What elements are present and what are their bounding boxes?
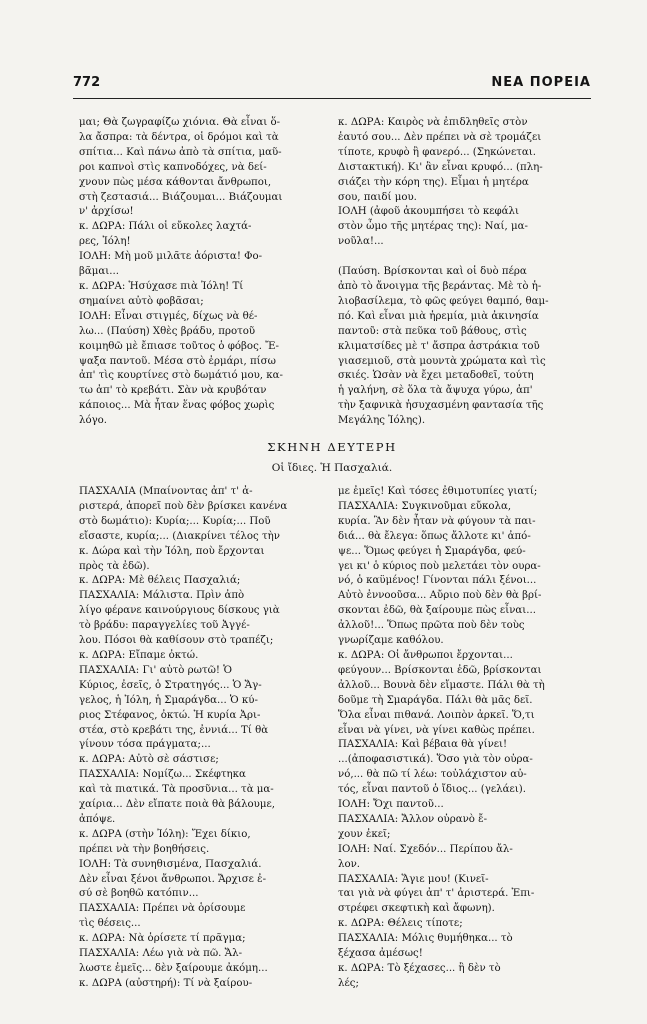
text-line: νό, ὁ καϋμένος! Γίνονται πάλι ξένοι... [338,575,537,587]
text-line: ται γιὰ νὰ φύγει ἀπ' τ' ἀριστερά. Ἐπι- [338,888,535,900]
text-line: σκονται ἐδῶ, θὰ ξαίρουμε πὼς εἶναι... [338,605,536,617]
text-line: λιοβασίλεμα, τὸ φῶς φεύγει θαμπό, θαμ- [338,295,549,307]
column-bottom-right [338,485,596,992]
text-line: ψαξα παντοῦ. Μέσα στὸ ἐρμάρι, πίσω [79,355,276,367]
text-line: πρὸς τὰ ἐδῶ). [79,560,150,572]
text-line: ἀλλοῦ!... Ὅπως πρῶτα ποὺ δὲν τοὺς [338,620,525,632]
text-line: λω... (Παύση) Χθὲς βράδυ, προτοῦ [79,325,256,337]
text-line: σπίτια... Καὶ πάνω ἀπὸ τὰ σπίτια, μαῦ- [79,146,282,158]
scene-title: ΣΚΗΝΗ ΔΕΥΤΕΡΗ [267,440,397,454]
text-line: ΙΟΛΗ (ἀφοῦ ἀκουμπήσει τὸ κεφάλι [338,206,519,218]
text-line: γνωρίζαμε καθόλου. [338,635,444,647]
text-line: ΠΑΣΧΑΛΙΑ: Συγκινοῦμαι εὔκολα, [338,500,512,512]
text-line: τὴν ξαφνικὰ ἡσυχασμένη φαντασία τῆς [338,400,544,412]
text-line: κ. ΔΩΡΑ: Εἴπαμε ὀκτώ. [79,649,199,661]
text-line: γιασεμιοῦ, στὰ μουντὰ χρώματα καὶ τὶς [338,355,546,367]
text-line: τός, εἶναι παντοῦ ὁ ἴδιος... (γελάει). [338,784,526,796]
text-line: Αὐτὸ ἐννοοῦσα... Αὔριο ποὺ δὲν θὰ βρί- [338,590,542,602]
text-line: ΠΑΣΧΑΛΙΑ: Ἄλλον οὐρανὸ ἔ- [338,813,488,825]
text-line: Διστακτική). Κι' ἂν εἶναι κρυφό... (πλη- [338,161,543,173]
text-line: λον. [338,858,361,870]
text-line: πρέπει νὰ τὴν βοηθήσεις. [79,843,210,855]
text-line: λές; [338,977,359,989]
text-line: γελος, ἡ Ἰόλη, ἡ Σμαράγδα... Ὁ κύ- [79,694,258,706]
text-line: κλιματσίδες μὲ τ' ἄσπρα ἀστράκια τοῦ [338,340,540,352]
text-line: κ. ΔΩΡΑ: Καιρὸς νὰ ἐπιδληθεῖς στὸν [338,117,528,128]
text-line: ΙΟΛΗ: Ναί. Σχεδόν... Περίπου ἄλ- [338,843,513,855]
text-line: ΠΑΣΧΑΛΙΑ (Μπαίνοντας ἀπ' τ' ἀ- [79,486,253,497]
text-line: ν' ἀρχίσω! [79,206,134,218]
text-line: λίγο φέρανε καινούργιους δίσκους γιὰ [79,605,280,617]
text-line: Μεγάλης Ἰόλης). [338,415,426,427]
text-line: κ. ΔΩΡΑ (στὴν Ἰόλη): Ἔχει δίκιο, [79,828,251,840]
text-line: χουν ἐκεῖ; [338,828,391,840]
text-line: σημαίνει αὐτὸ φοβᾶσαι; [79,295,204,307]
header-rule [73,98,591,99]
running-title: ΝΕΑ ΠΟΡΕΙΑ [491,75,591,90]
text-line: ριστερά, ἀπορεῖ ποὺ δὲν βρίσκει κανένα [79,500,288,512]
text-line: ἀπόψε. [79,813,116,825]
text-line: ΠΑΣΧΑΛΙΑ: Γι' αὐτὸ ρωτῶ! Ὁ [79,664,232,676]
text-line: στέα, στὸ κρεβάτι της, ἐννιά... Τί θὰ [79,724,269,736]
text-line: ΠΑΣΧΑΛΙΑ: Νομίζω... Σκέφτηκα [79,769,246,781]
text-line: τὶς θέσεις... [79,918,141,930]
text-line: κοιμηθῶ μὲ ἔπιασε τοῦτος ὁ φόβος. Ἔ- [79,340,279,352]
text-line: κ. ΔΩΡΑ: Πάλι οἱ εὔκολες λαχτά- [79,221,252,233]
text-line: σύ σὲ βοηθῶ κατόπιν... [79,888,199,900]
text-line: χαίρια... Δὲν εἴπατε ποιὰ θὰ βάλουμε, [79,799,275,811]
text-line: λόγο. [79,415,108,427]
text-line: Κύριος, ἐσεῖς, ὁ Στρατηγός... Ὁ Ἄγ- [79,679,262,691]
text-line: ΙΟΛΗ: Τὰ συνηθισμένα, Πασχαλιά. [79,858,262,870]
text-line: κ. ΔΩΡΑ (αὐστηρή): Τί νὰ ξαίρου- [79,977,253,989]
text-line: γίνουν τόσα πράγματα;... [79,739,211,751]
text-line: ΙΟΛΗ: Εἶναι στιγμές, δίχως νὰ θέ- [79,310,258,322]
text-line: κυρία. Ἂν δὲν ἦταν νὰ φύγουν τὰ παι- [338,515,536,527]
page-header [73,75,591,95]
text-line: ΙΟΛΗ: Ὄχι παντοῦ... [338,799,444,811]
text-line: ΠΑΣΧΑΛΙΑ: Μόλις θυμήθηκα... τὸ [338,933,513,945]
text-line: ἡ γαλήνη, σὲ ὅλα τὰ ἄψυχα γύρω, ἀπ' [338,385,533,397]
text-line: διά... θὰ ἔλεγα: ὅπως ἄλλοτε κι' ἀπό- [338,530,531,542]
text-line: ρες, Ἰόλη! [79,236,131,248]
text-line: λωστε ἐμεῖς... δὲν ξαίρουμε ἀκόμη... [79,963,268,974]
scene-persons: Οἱ ἴδιες. Ἡ Πασχαλιά. [271,462,393,474]
text-line: Δὲν εἶναι ξένοι ἄνθρωποι. Ἄρχισε ἐ- [79,873,267,885]
text-line: ἑαυτό σου... Δὲν πρέπει νὰ σὲ τρομάζει [338,131,542,143]
text-line [338,250,596,265]
text-line: φεύγουν... Βρίσκονται ἐδῶ, βρίσκονται [338,664,542,676]
text-line: ΠΑΣΧΑΛΙΑ: Πρέπει νὰ ὁρίσουμε [79,903,246,915]
text-line: ...(ἀποφασιστικά). Ὅσο γιὰ τὸν οὐρα- [338,754,533,766]
text-line: ψε... Ὅμως φεύγει ἡ Σμαράγδα, φεύ- [338,545,526,557]
column-top-left [79,116,337,429]
text-line: τω ἀπ' τὸ κρεβάτι. Σὰν νὰ κρυβόταν [79,385,267,397]
text-line: κ. Δώρα καὶ τὴν Ἰόλη, ποὺ ἔρχονται [79,545,265,557]
column-top-right [338,116,596,429]
text-line: στὴ ζεστασιά... Βιάζουμαι... Βιάζουμαι [79,191,283,203]
text-line: μαι; Θὰ ζωγραφίζω χιόνια. Θὰ εἶναι ὅ- [79,117,281,128]
text-line: βᾶμαι... [79,266,119,278]
text-line: στρέφει σκεφτικὴ καὶ ἄφωνη). [338,903,495,915]
text-line: δοῦμε τὴ Σμαράγδα. Πάλι θὰ μᾶς δεῖ. [338,694,533,706]
text-line: καὶ τὰ πιατικά. Τὰ προσῦνια... τὰ μα- [79,784,274,796]
column-bottom-left [79,485,337,992]
text-line: ΠΑΣΧΑΛΙΑ: Λέω γιὰ νὰ πῶ. Ἄλ- [79,948,243,960]
text-line: (Παύση. Βρίσκονται καὶ οἱ δυὸ πέρα [338,266,527,278]
text-line: κ. ΔΩΡΑ: Μὲ θέλεις Πασχαλιά; [79,575,241,587]
text-line: κ. ΔΩΡΑ: Θέλεις τίποτε; [338,918,463,930]
text-line: εἶναι νὰ γίνει, νὰ γίνει καθὼς πρέπει. [338,724,535,736]
text-line: κ. ΔΩΡΑ: Τὸ ξέχασες... ἢ δὲν τὸ [338,963,501,974]
text-line: τὸ βράδυ: παραγγελίες τοῦ Ἀγγέ- [79,620,250,632]
text-line: κ. ΔΩΡΑ: Αὐτὸ σὲ σάστισε; [79,754,219,766]
text-line: εἴσαστε, κυρία;... (Διακρίνει τέλος τὴν [79,530,280,542]
text-line: κ. ΔΩΡΑ: Οἱ ἄνθρωποι ἔρχονται... [338,649,513,661]
text-line: ΠΑΣΧΑΛΙΑ: Καὶ βέβαια θὰ γίνει! [338,739,508,751]
text-line: στὸν ὦμο τῆς μητέρας της): Ναί, μα- [338,221,528,233]
text-line: νοῦλα!... [338,236,384,248]
text-line: λα ἄσπρα: τὰ δέντρα, οἱ δρόμοι καὶ τὰ [79,131,279,143]
text-line: λου. Πόσοι θὰ καθίσουν στὸ τραπέζι; [79,635,274,647]
text-line: πό. Καὶ εἶναι μιὰ ἠρεμία, μιὰ ἀκινησία [338,310,539,322]
text-line: ροι καπνοὶ στὶς καπνοδόχες, νὰ δεί- [79,161,267,173]
text-line: κ. ΔΩΡΑ: Ἡσύχασε πιὰ Ἰόλη! Τί [79,280,244,292]
text-line: στὸ δωμάτιο): Κυρία;... Κυρία;... Ποῦ [79,515,271,527]
text-line: κάποιος... Μὰ ἦταν ἕνας φόβος χωρὶς [79,400,275,412]
text-line: ἀλλοῦ... Βουνὰ δὲν εἴμαστε. Πάλι θὰ τὴ [338,679,545,691]
text-line: με ἐμεῖς! Καὶ τόσες ἐθιμοτυπίες γιατί; [338,486,538,497]
text-line: παντοῦ: στὰ πεῦκα τοῦ βάθους, στὶς [338,325,527,337]
text-line: σου, παιδί μου. [338,191,417,203]
text-line: σιάζει τὴν κόρη της). Εἶμαι ἡ μητέρα [338,176,529,188]
text-line: νό,... θὰ πῶ τί λέω: τοὐλάχιστον αὐ- [338,769,527,781]
text-line: ἀπὸ τὸ ἄνοιγμα τῆς βεράντας. Μὲ τὸ ἡ- [338,280,542,292]
text-line: τίποτε, κρυφὸ ἢ φανερό... (Σηκώνεται. [338,146,536,158]
text-line: ριος Στέφανος, ὀκτώ. Ἡ κυρία Ἀρι- [79,709,261,721]
text-line: ΠΑΣΧΑΛΙΑ: Μάλιστα. Πρὶν ἀπὸ [79,590,245,602]
text-line: ΙΟΛΗ: Μὴ μοῦ μιλᾶτε ἀόριστα! Φο- [79,251,263,263]
text-line: γει κι' ὁ κύριος ποὺ μελετάει τὸν ουρα- [338,560,541,572]
text-line: ΠΑΣΧΑΛΙΑ: Ἅγιε μου! (Κινεῖ- [338,873,489,885]
text-line: κ. ΔΩΡΑ: Νὰ ὁρίσετε τί πρᾶγμα; [79,933,246,945]
text-line: ξέχασα ἀμέσως! [338,948,423,960]
text-line: χνουν πὼς μέσα κάθονται ἄνθρωποι, [79,176,272,188]
text-line: Ὅλα εἶναι πιθανά. Λοιπὸν ἀρκεῖ. Ὅ,τι [338,709,535,721]
page-number: 772 [73,75,101,90]
text-line: σκιές. Ὡσὰν νὰ ἔχει μεταδοθεῖ, τούτη [338,370,534,382]
text-line: ἀπ' τὶς κουρτίνες στὸ δωμάτιό μου, κα- [79,370,283,382]
